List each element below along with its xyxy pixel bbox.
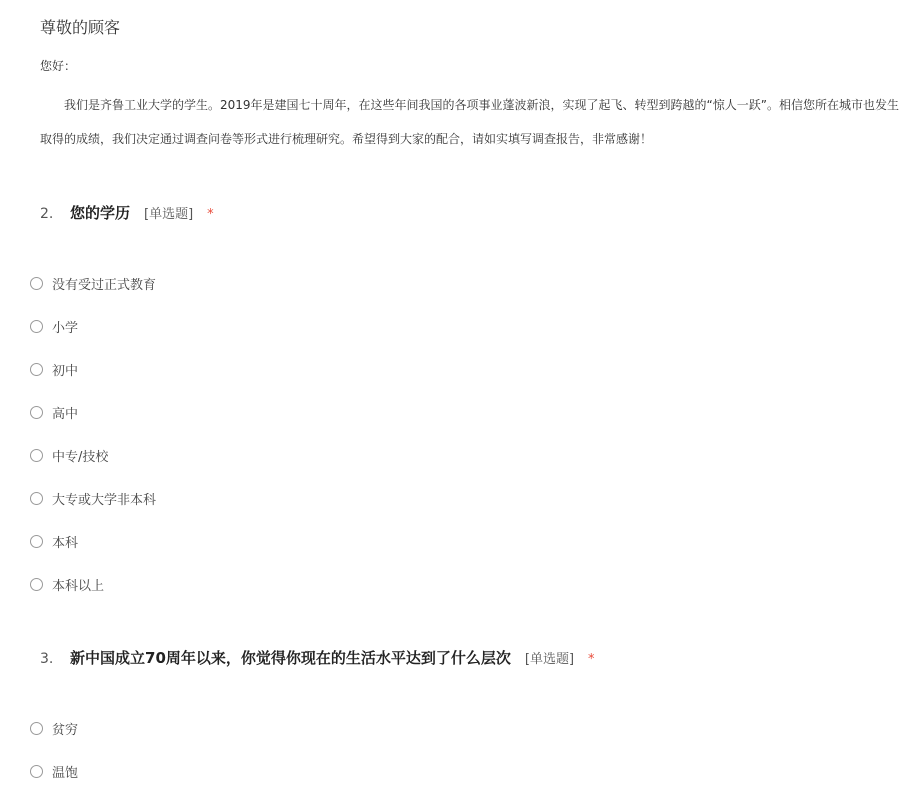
intro-greeting: 您好： <box>40 59 77 73</box>
required-marker: * <box>588 652 595 667</box>
question-number: 2. <box>40 206 54 222</box>
required-marker: * <box>207 207 214 222</box>
option-primary-school[interactable] <box>30 317 78 336</box>
option-label: 中专/技校 <box>52 450 109 465</box>
intro-body <box>40 88 900 156</box>
option-label: 没有受过正式教育 <box>52 278 157 293</box>
option-label: 小学 <box>52 321 79 336</box>
option-label: 大专或大学非本科 <box>52 493 157 508</box>
radio-button[interactable] <box>30 320 43 333</box>
radio-button[interactable] <box>30 535 43 548</box>
option-adequately-fed[interactable] <box>30 762 78 781</box>
option-poor[interactable] <box>30 719 78 738</box>
option-junior-college[interactable] <box>30 489 156 508</box>
option-technical-school[interactable] <box>30 446 108 465</box>
radio-button[interactable] <box>30 406 43 419</box>
intro-title: 尊敬的顾客 <box>40 18 121 37</box>
radio-button[interactable] <box>30 363 43 376</box>
intro-body-line: 取得的成绩，我们决定通过调查问卷等形式进行梳理研究。希望得到大家的配合，请如实填写调查报告，非常感谢！ <box>40 132 653 146</box>
option-no-formal-education[interactable] <box>30 274 156 293</box>
question-number: 3. <box>40 651 54 667</box>
option-above-bachelor[interactable] <box>30 575 104 594</box>
option-label: 本科以上 <box>52 579 105 594</box>
option-label: 高中 <box>52 407 79 422</box>
intro-body-line: 我们是齐鲁工业大学的学生。2019年是建国七十周年，在这些年间我国的各项事业蓬波新浪，实现了起飞、转型到跨越的“惊人一跃”。相信您所在城市也发生 <box>64 98 899 112</box>
question-header <box>40 202 880 223</box>
radio-button[interactable] <box>30 492 43 505</box>
question-title: 您的学历 <box>70 204 131 222</box>
option-label: 贫穷 <box>52 723 79 738</box>
radio-button[interactable] <box>30 765 43 778</box>
radio-button[interactable] <box>30 449 43 462</box>
question-education <box>40 202 880 223</box>
option-label: 本科 <box>52 536 79 551</box>
radio-button[interactable] <box>30 578 43 591</box>
question-type: [单选题] <box>144 207 194 222</box>
radio-button[interactable] <box>30 277 43 290</box>
option-label: 温饱 <box>52 766 79 781</box>
option-bachelor[interactable] <box>30 532 78 551</box>
option-junior-high[interactable] <box>30 360 78 379</box>
radio-button[interactable] <box>30 722 43 735</box>
question-header <box>40 647 880 668</box>
option-senior-high[interactable] <box>30 403 78 422</box>
option-label: 初中 <box>52 364 79 379</box>
question-living-standard <box>40 647 880 668</box>
question-title: 新中国成立70周年以来，你觉得你现在的生活水平达到了什么层次 <box>70 649 511 667</box>
question-type: [单选题] <box>524 652 575 667</box>
